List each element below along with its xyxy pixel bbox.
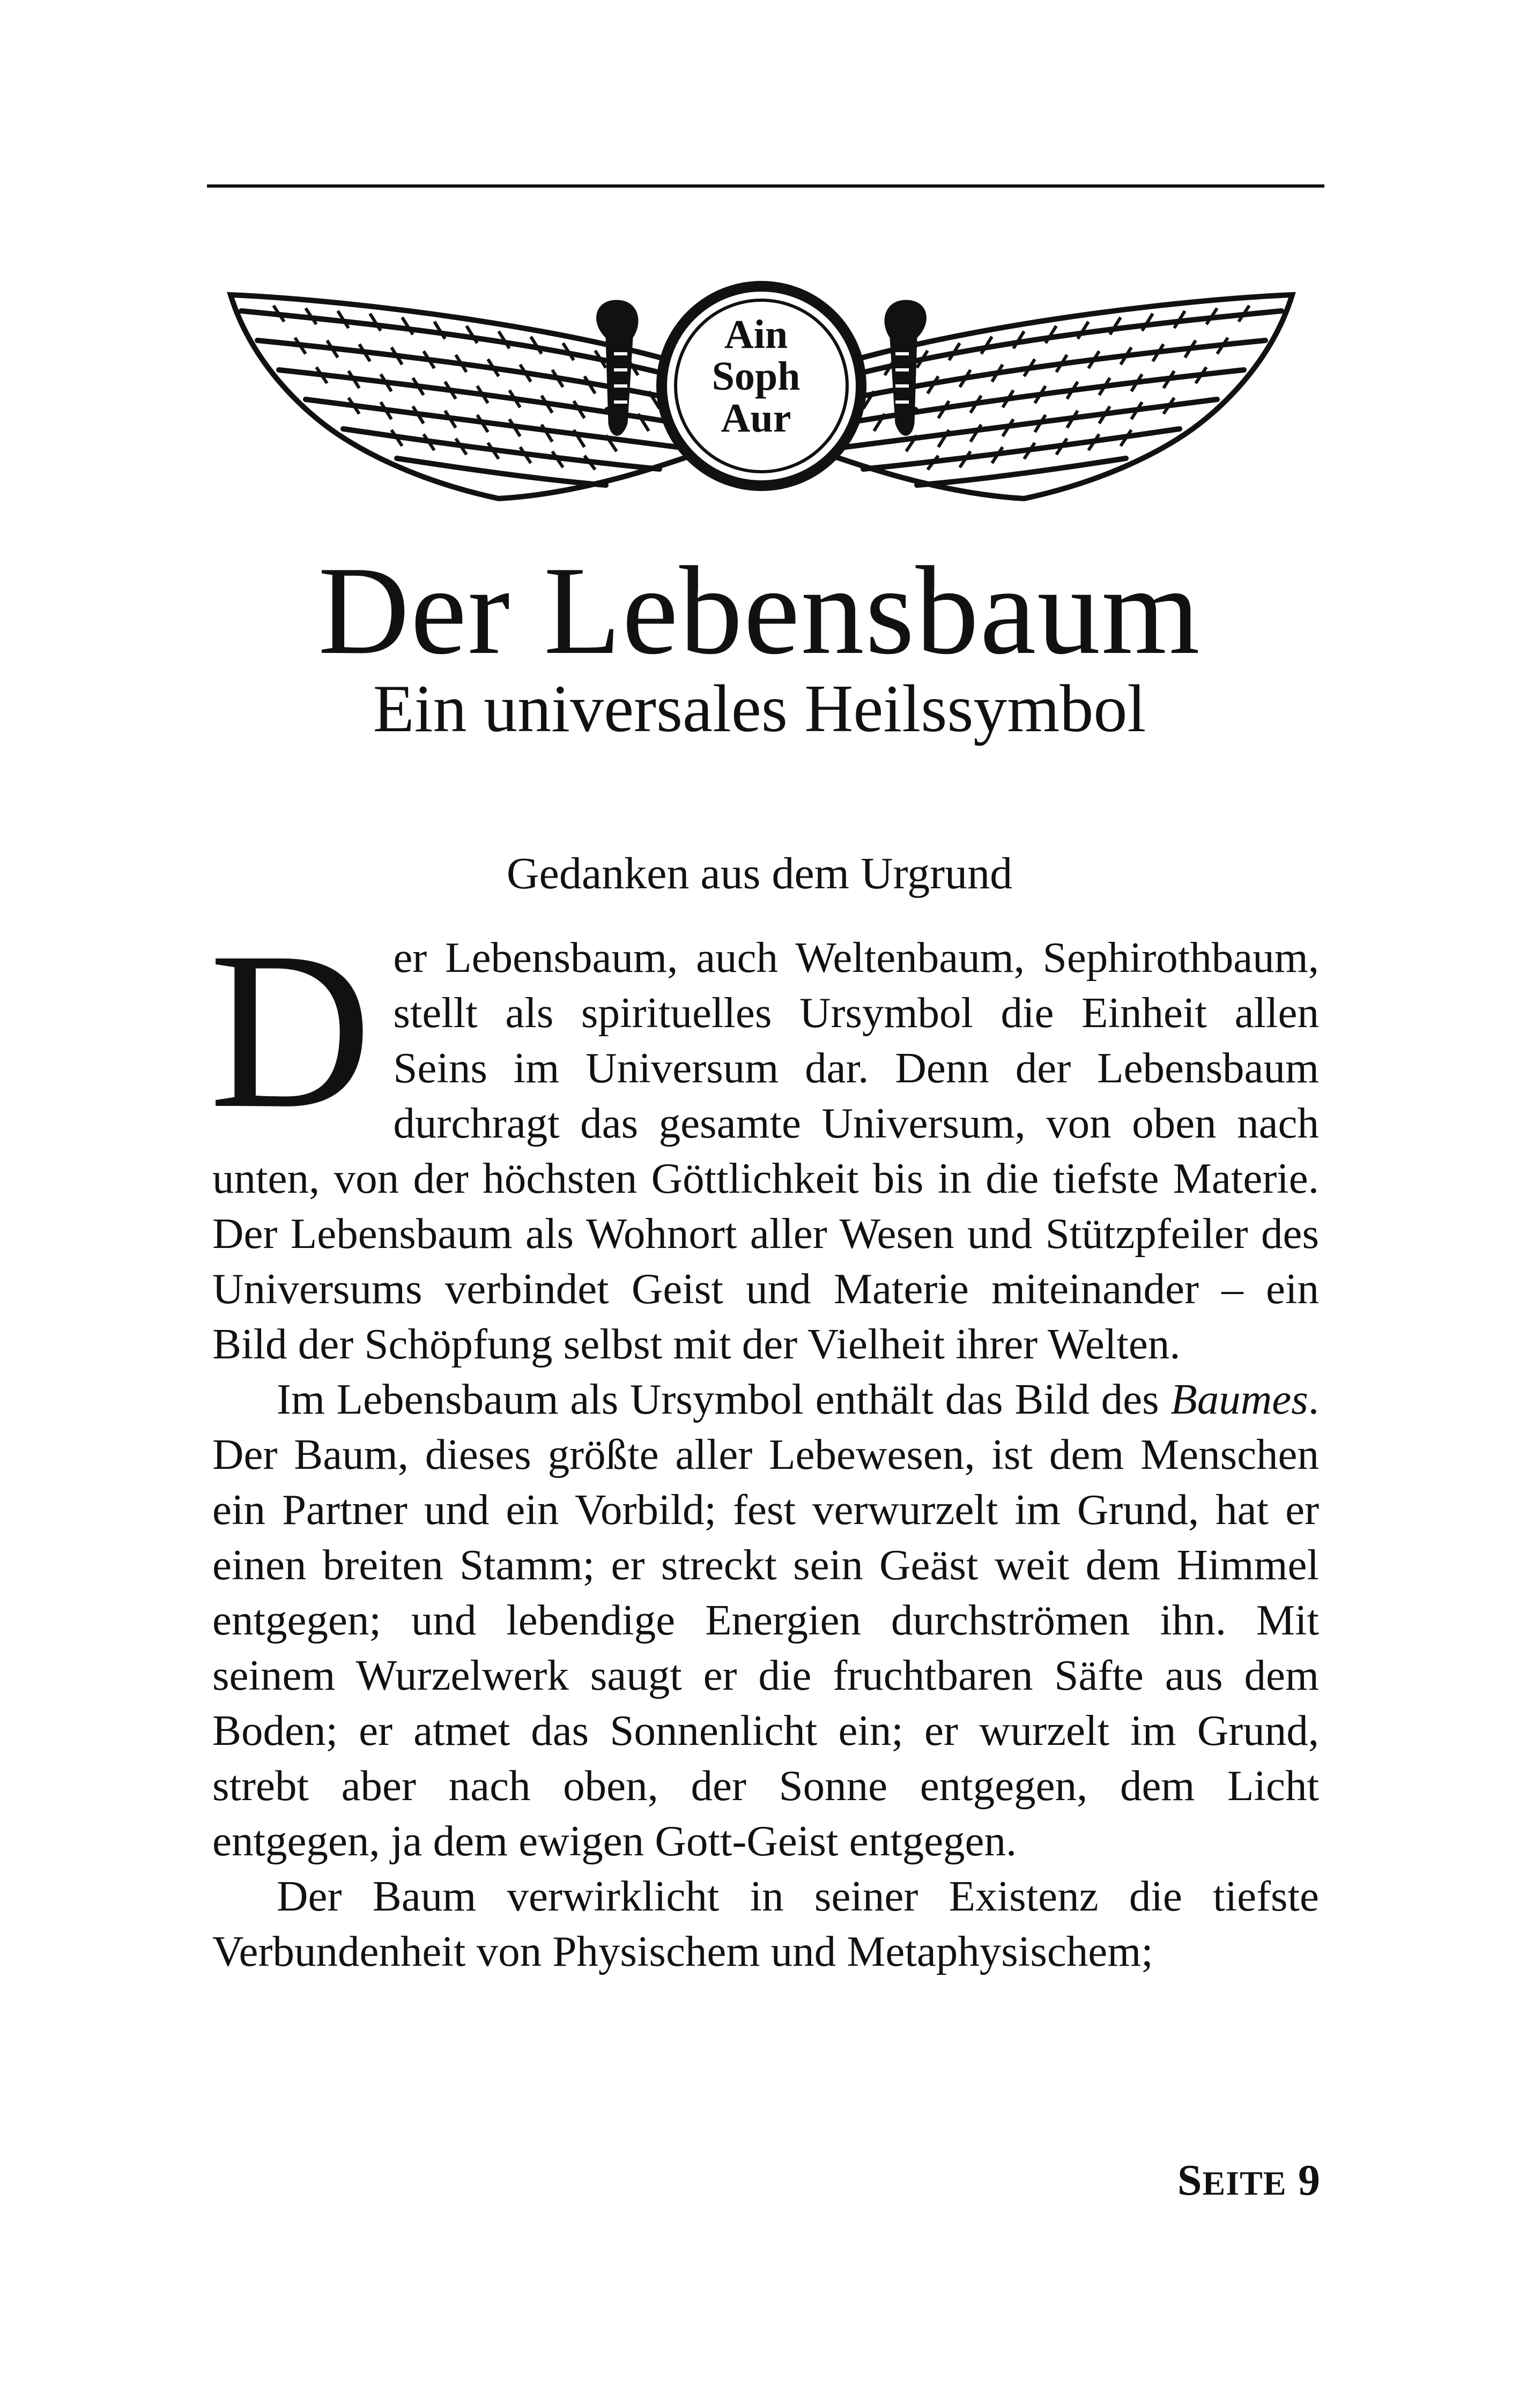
page-subtitle: Ein universales Heilssymbol bbox=[373, 672, 1146, 746]
paragraph-2-italic: Baumes bbox=[1170, 1375, 1308, 1423]
paragraph-1 bbox=[209, 905, 1319, 1372]
paragraph-2 bbox=[212, 1372, 1319, 1869]
drop-cap: D bbox=[209, 905, 372, 1155]
page-number-value: 9 bbox=[1298, 2156, 1321, 2204]
emblem-line-1: Ain bbox=[724, 312, 788, 357]
paragraph-2-text-a: Im Lebensbaum als Ursymbol enthält das Bild des bbox=[277, 1375, 1171, 1423]
body-text bbox=[209, 905, 1319, 1979]
section-heading: Gedanken aus dem Urgrund bbox=[506, 849, 1013, 898]
emblem-inscription bbox=[665, 314, 847, 439]
page-label-rest: EITE bbox=[1202, 2164, 1287, 2202]
paragraph-3-text: Der Baum verwirklicht in seiner Existenz die tiefste Verbundenheit von Physischem und Metaphysischem; bbox=[212, 1872, 1319, 1975]
page-title: Der Lebensbaum bbox=[318, 541, 1201, 681]
paragraph-1-text: er Lebensbaum, auch Weltenbaum, Sephirothbaum, stellt als spirituelles Ursymbol die Einheit allen Seins im Universum dar. Denn der Lebensbaum durchragt das gesamte Universum, von oben nach unten, von der höchsten Göttlichkeit bis in die tiefste Materie. Der Lebensbaum als Wohnort aller Wesen und Stützpfeiler des Universums verbindet Geist und Materie miteinander – ein Bild der Schöpfung selbst mit der Vielheit ihrer Welten. bbox=[212, 933, 1319, 1368]
top-rule bbox=[207, 184, 1324, 188]
emblem-line-3: Aur bbox=[721, 396, 791, 441]
emblem-line-2: Soph bbox=[712, 354, 801, 399]
page-label-initial: S bbox=[1177, 2156, 1203, 2204]
page-number bbox=[1177, 2155, 1321, 2205]
paragraph-2-text-b: . Der Baum, dieses größte aller Lebewesen, ist dem Menschen ein Partner und ein Vorbild; fest verwurzelt im Grund, hat er einen breiten Stamm; er streckt sein Geäst weit dem Himmel entgegen; und lebendige Energien durchströmen ihn. Mit seinem Wurzelwerk saugt er die fruchtbaren Säfte aus dem Boden; er atmet das Sonnenlicht ein; er wurzelt im Grund, strebt aber nach oben, der Sonne entgegen, dem Licht entgegen, ja dem ewigen Gott-Geist entgegen. bbox=[212, 1375, 1319, 1865]
paragraph-3 bbox=[212, 1869, 1319, 1979]
